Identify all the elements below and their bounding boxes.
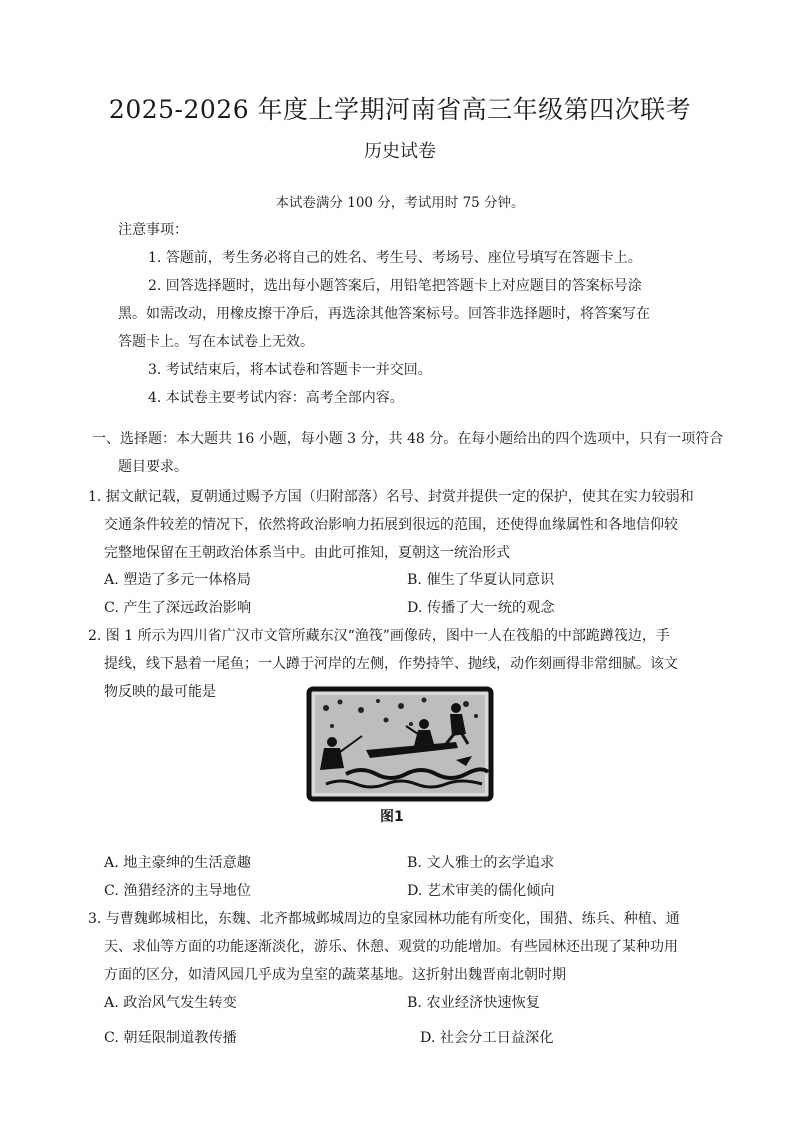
- question-1-option-d: D. 传播了大一统的观念: [407, 600, 555, 616]
- figure-1-brick-relief: [306, 686, 494, 802]
- question-2-option-d: D. 艺术审美的儒化倾向: [407, 883, 555, 899]
- question-3-option-c: C. 朝廷限制道教传播: [104, 1030, 237, 1046]
- question-1-line-2: 交通条件较差的情况下，依然将政治影响力拓展到很远的范围，还使得血缘属性和各地信仰较: [104, 517, 678, 533]
- question-1-option-c: C. 产生了深远政治影响: [104, 600, 252, 616]
- question-3-option-a: A. 政治风气发生转变: [104, 995, 237, 1011]
- notice-heading: 注意事项：: [118, 222, 188, 238]
- exam-subject: 历史试卷: [364, 141, 436, 162]
- notice-item-1: 1. 答题前，考生务必将自己的姓名、考生号、考场号、座位号填写在答题卡上。: [148, 250, 642, 266]
- question-2-option-a: A. 地主豪绅的生活意趣: [104, 855, 251, 871]
- notice-item-3: 3. 考试结束后，将本试卷和答题卡一并交回。: [148, 362, 432, 378]
- question-2-option-c: C. 渔猎经济的主导地位: [104, 883, 252, 899]
- fishing-raft-relief-image: [306, 686, 494, 802]
- notice-item-2-line-1: 2. 回答选择题时，选出每小题答案后，用铅笔把答题卡上对应题目的答案标号涂: [148, 278, 642, 294]
- exam-title: 2025-2026 年度上学期河南省高三年级第四次联考: [108, 95, 692, 124]
- question-1-line-3: 完整地保留在王朝政治体系当中。由此可推知，夏朝这一统治形式: [104, 545, 510, 561]
- question-1-option-b: B. 催生了华夏认同意识: [407, 572, 555, 588]
- question-2-line-2: 提线，线下悬着一尾鱼；一人蹲于河岸的左侧，作势持竿、抛线，动作刻画得非常细腻。该文: [104, 656, 678, 672]
- notice-item-4: 4. 本试卷主要考试内容：高考全部内容。: [148, 390, 404, 406]
- figure-1-caption: 图1: [380, 809, 404, 825]
- question-2-line-3: 物反映的最可能是: [104, 684, 216, 700]
- section-heading-line-2: 题目要求。: [118, 459, 188, 475]
- question-3-option-d: D. 社会分工日益深化: [420, 1030, 554, 1046]
- question-2-line-1: 2. 图 1 所示为四川省广汉市文管所藏东汉“渔筏”画像砖，图中一人在筏船的中部跪蹲筏边，手: [88, 628, 670, 644]
- question-1-option-a: A. 塑造了多元一体格局: [104, 572, 251, 588]
- question-3-option-b: B. 农业经济快速恢复: [407, 995, 540, 1011]
- question-1-line-1: 1. 据文献记载，夏朝通过赐予方国（归附部落）名号、封赏并提供一定的保护，使其在实力较弱和: [88, 489, 694, 505]
- question-3-line-3: 方面的区分，如清风园几乎成为皇室的蔬菜基地。这折射出魏晋南北朝时期: [104, 967, 566, 983]
- question-3-line-1: 3. 与曹魏邺城相比，东魏、北齐都城邺城周边的皇家园林功能有所变化，围猎、练兵、种植、通: [88, 911, 680, 927]
- question-3-line-2: 天、求仙等方面的功能逐渐淡化，游乐、休憩、观赏的功能增加。有些园林还出现了某种功用: [104, 939, 678, 955]
- notice-item-2-line-2: 黑。如需改动，用橡皮擦干净后，再选涂其他答案标号。回答非选择题时，将答案写在: [118, 306, 650, 322]
- section-heading-line-1: 一、选择题：本大题共 16 小题，每小题 3 分，共 48 分。在每小题给出的四个选项中，只有一项符合: [92, 431, 724, 447]
- exam-info: 本试卷满分 100 分，考试用时 75 分钟。: [275, 195, 525, 211]
- notice-item-2-line-3: 答题卡上。写在本试卷上无效。: [118, 334, 314, 350]
- question-2-option-b: B. 文人雅士的玄学追求: [407, 855, 555, 871]
